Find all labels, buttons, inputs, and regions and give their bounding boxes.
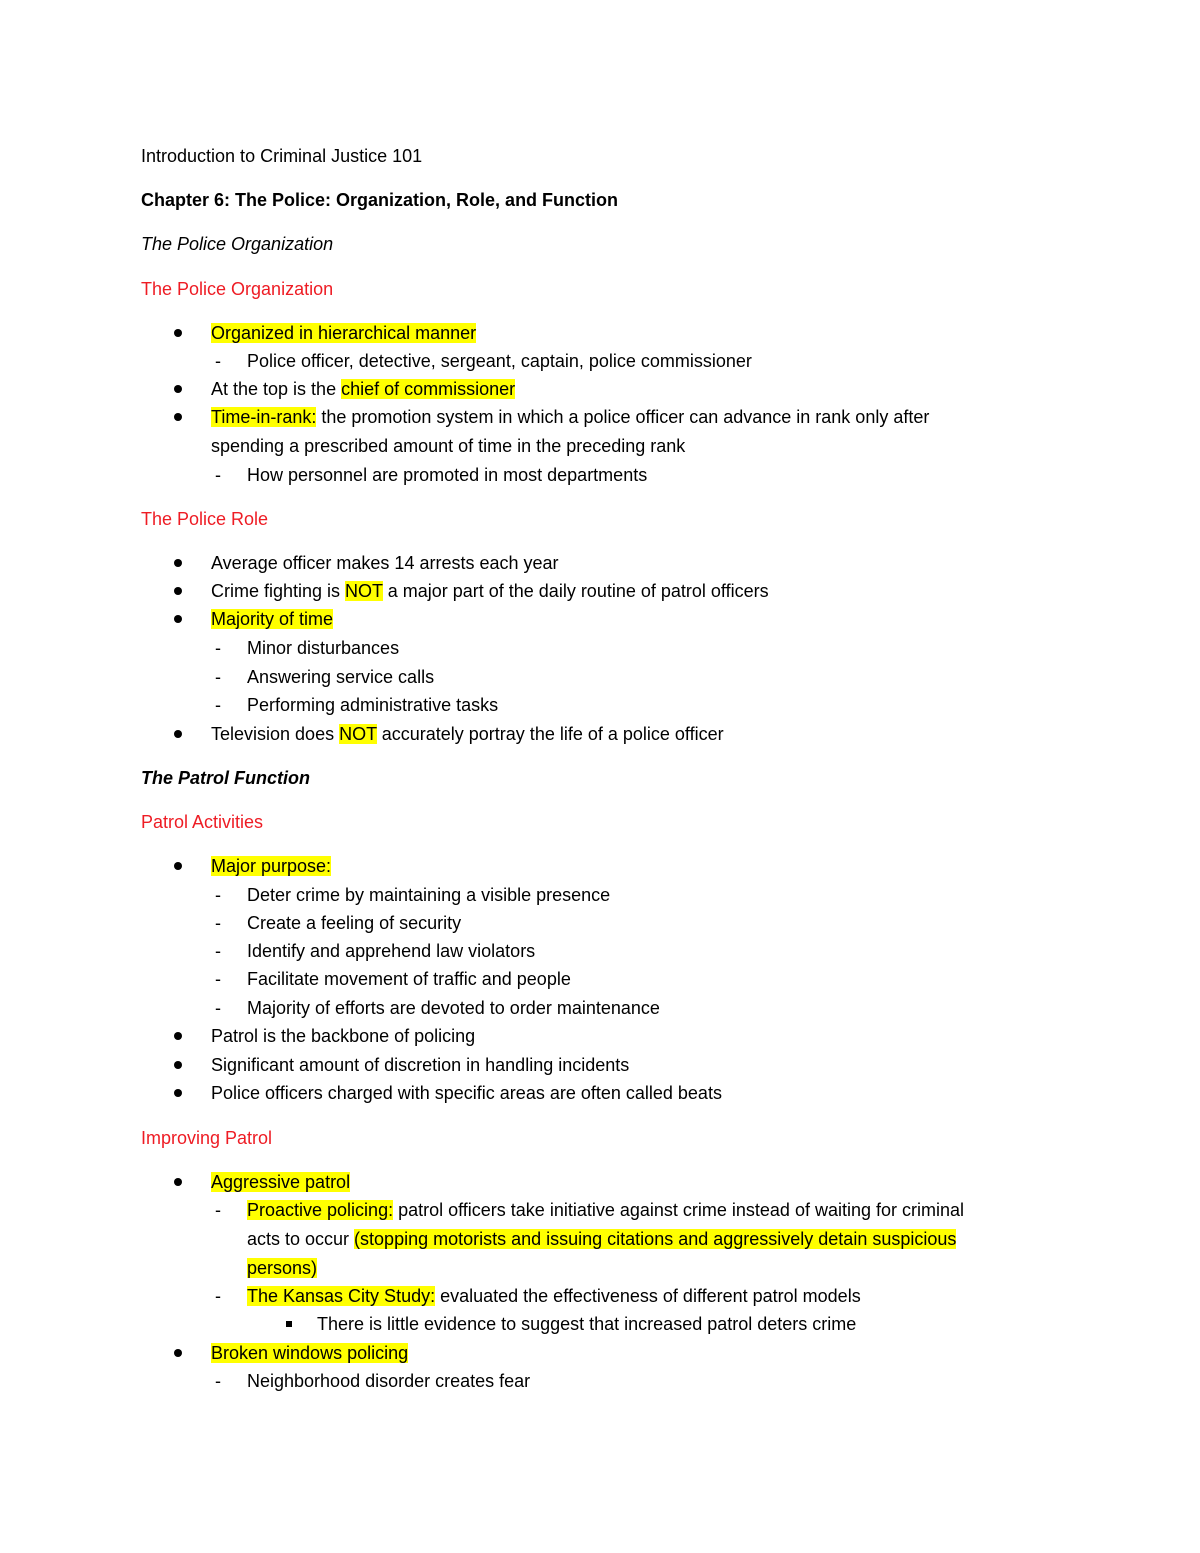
sub-list-item: Performing administrative tasks (247, 695, 499, 715)
bullet-icon (174, 1061, 182, 1069)
bullet-icon (174, 1349, 182, 1357)
sub-list-item: Minor disturbances (247, 638, 400, 658)
sub-list-item: Facilitate movement of traffic and people (247, 969, 571, 989)
bullet-icon (174, 413, 182, 421)
highlighted-text: Organized in hierarchical manner (211, 323, 477, 343)
list-item-text: acts to occur (247, 1229, 355, 1249)
sub-sub-list-item: There is little evidence to suggest that increased patrol deters crime (317, 1314, 857, 1334)
highlighted-text: Time-in-rank: (211, 407, 317, 427)
highlighted-text: The Kansas City Study: (247, 1286, 436, 1306)
sub-list-item: Create a feeling of security (247, 913, 462, 933)
dash-icon: - (215, 351, 221, 371)
dash-icon: - (215, 695, 221, 715)
highlighted-text: Majority of time (211, 609, 334, 629)
highlighted-text: Major purpose: (211, 856, 332, 876)
dash-icon: - (215, 1200, 221, 1220)
sub-list-item: Police officer, detective, sergeant, captain, police commissioner (247, 351, 752, 371)
list-item (211, 322, 476, 344)
dash-icon: - (215, 465, 221, 485)
list-item (211, 1342, 408, 1364)
bullet-icon (174, 730, 182, 738)
list-item (211, 855, 331, 877)
section-heading-organization: The Police Organization (141, 279, 334, 299)
highlighted-text: chief of commissioner (341, 379, 516, 399)
sub-list-item: Answering service calls (247, 667, 435, 687)
bullet-icon (174, 1032, 182, 1040)
list-item-text: patrol officers take initiative against crime instead of waiting for criminal (393, 1200, 964, 1220)
sub-list-item (247, 1285, 861, 1307)
list-item-text: accurately portray the life of a police officer (376, 724, 724, 744)
sub-list-item (247, 1199, 964, 1221)
course-title: Introduction to Criminal Justice 101 (141, 146, 423, 166)
part-heading-patrol: The Patrol Function (141, 768, 310, 788)
highlighted-text: Proactive policing: (247, 1200, 394, 1220)
dash-icon: - (215, 913, 221, 933)
dash-icon: - (215, 941, 221, 961)
highlighted-text: Aggressive patrol (211, 1172, 351, 1192)
dash-icon: - (215, 1371, 221, 1391)
section-heading-improving: Improving Patrol (141, 1128, 273, 1148)
section-heading-role: The Police Role (141, 509, 269, 529)
dash-icon: - (215, 998, 221, 1018)
highlighted-text: NOT (339, 724, 377, 744)
bullet-icon (174, 559, 182, 567)
list-item (211, 1171, 350, 1193)
list-item (211, 608, 333, 630)
list-item-text: Crime fighting is (211, 581, 346, 601)
sub-list-item: Majority of efforts are devoted to order maintenance (247, 998, 660, 1018)
list-item (211, 406, 929, 428)
part-heading-organization: The Police Organization (141, 234, 334, 254)
dash-icon: - (215, 638, 221, 658)
list-item-text: evaluated the effectiveness of different patrol models (435, 1286, 861, 1306)
list-item: Significant amount of discretion in handling incidents (211, 1055, 630, 1075)
list-item-continuation: spending a prescribed amount of time in the preceding rank (211, 436, 686, 456)
chapter-title: Chapter 6: The Police: Organization, Role, and Function (141, 190, 619, 210)
sub-list-item-continuation (247, 1257, 317, 1279)
dash-icon: - (215, 1286, 221, 1306)
highlighted-text: Broken windows policing (211, 1343, 409, 1363)
dash-icon: - (215, 969, 221, 989)
bullet-icon (174, 615, 182, 623)
highlighted-text: (stopping motorists and issuing citations and aggressively detain suspicious (354, 1229, 957, 1249)
list-item-text: the promotion system in which a police officer can advance in rank only after (316, 407, 930, 427)
list-item-text: At the top is the (211, 379, 342, 399)
list-item (211, 580, 769, 602)
bullet-icon (174, 862, 182, 870)
sub-list-item: Neighborhood disorder creates fear (247, 1371, 531, 1391)
list-item-text: a major part of the daily routine of patrol officers (382, 581, 769, 601)
sub-list-item: Identify and apprehend law violators (247, 941, 536, 961)
square-bullet-icon (286, 1321, 292, 1327)
sub-list-item: How personnel are promoted in most departments (247, 465, 648, 485)
list-item-text: Television does (211, 724, 340, 744)
highlighted-text: NOT (345, 581, 383, 601)
sub-list-item: Deter crime by maintaining a visible presence (247, 885, 611, 905)
section-heading-activities: Patrol Activities (141, 812, 264, 832)
list-item (211, 723, 724, 745)
list-item (211, 378, 515, 400)
bullet-icon (174, 1178, 182, 1186)
bullet-icon (174, 1089, 182, 1097)
bullet-icon (174, 587, 182, 595)
highlighted-text: persons) (247, 1258, 318, 1278)
list-item: Average officer makes 14 arrests each year (211, 553, 559, 573)
list-item: Police officers charged with specific areas are often called beats (211, 1083, 722, 1103)
bullet-icon (174, 385, 182, 393)
dash-icon: - (215, 667, 221, 687)
bullet-icon (174, 329, 182, 337)
list-item: Patrol is the backbone of policing (211, 1026, 476, 1046)
sub-list-item-continuation (247, 1228, 956, 1250)
dash-icon: - (215, 885, 221, 905)
